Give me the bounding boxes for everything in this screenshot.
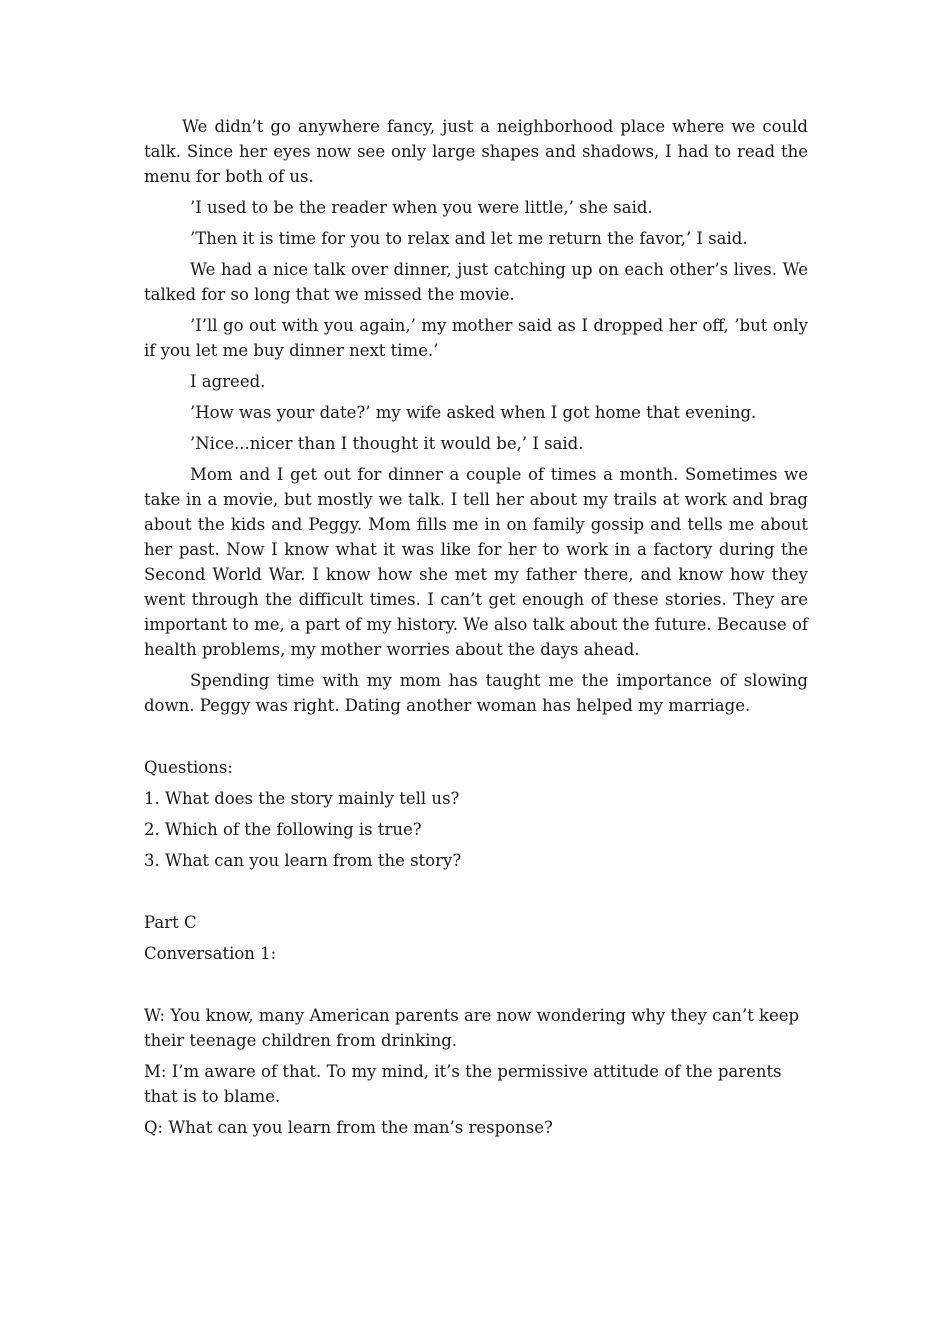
conversation-question: Q: What can you learn from the man’s response? bbox=[144, 1118, 553, 1137]
part-c-heading: Part C bbox=[144, 913, 197, 932]
spacer bbox=[144, 972, 808, 1003]
story-paragraph: ’I used to be the reader when you were little,’ she said. bbox=[190, 198, 653, 217]
story-paragraph: Spending time with my mom has taught me the importance of slowing down. Peggy was right. Dating another woman has helped my marriage. bbox=[144, 671, 808, 715]
story-paragraph: ’I’ll go out with you again,’ my mother said as I dropped her off, ’but only if you let me buy dinner next time.’ bbox=[144, 316, 808, 360]
conversation-title: Conversation 1: bbox=[144, 944, 277, 963]
story-paragraph: ’Then it is time for you to relax and let me return the favor,’ I said. bbox=[190, 229, 748, 248]
story-paragraph: Mom and I get out for dinner a couple of times a month. Sometimes we take in a movie, but mostly we talk. I tell her about my trails at work and brag about the kids and Peggy. Mom fills me in on family gossip and tells me about her past. Now I know what it was like for her to work in a factory during the Second World War. I know how she met my father there, and know how they went through the difficult times. I can’t get enough of these stories. They are important to me, a part of my history. We also talk about the future. Because of health problems, my mother worries about the days ahead. bbox=[144, 465, 808, 659]
spacer bbox=[144, 724, 808, 755]
question-item: 1. What does the story mainly tell us? bbox=[144, 789, 460, 808]
spacer bbox=[144, 879, 808, 910]
document-body bbox=[144, 114, 808, 1146]
conversation-line: M: I’m aware of that. To my mind, it’s the permissive attitude of the parents that is to blame. bbox=[144, 1062, 782, 1106]
story-paragraph: We had a nice talk over dinner, just catching up on each other’s lives. We talked for so long that we missed the movie. bbox=[144, 260, 808, 304]
conversation-line: W: You know, many American parents are now wondering why they can’t keep their teenage children from drinking. bbox=[144, 1006, 800, 1050]
story-paragraph: We didn’t go anywhere fancy, just a neighborhood place where we could talk. Since her eyes now see only large shapes and shadows, I had to read the menu for both of us. bbox=[144, 117, 808, 186]
questions-heading: Questions: bbox=[144, 758, 233, 777]
question-item: 3. What can you learn from the story? bbox=[144, 851, 462, 870]
question-item: 2. Which of the following is true? bbox=[144, 820, 422, 839]
story-paragraph: I agreed. bbox=[190, 372, 266, 391]
story-paragraph: ’Nice...nicer than I thought it would be,’ I said. bbox=[190, 434, 584, 453]
story-paragraph: ’How was your date?’ my wife asked when I got home that evening. bbox=[190, 403, 757, 422]
